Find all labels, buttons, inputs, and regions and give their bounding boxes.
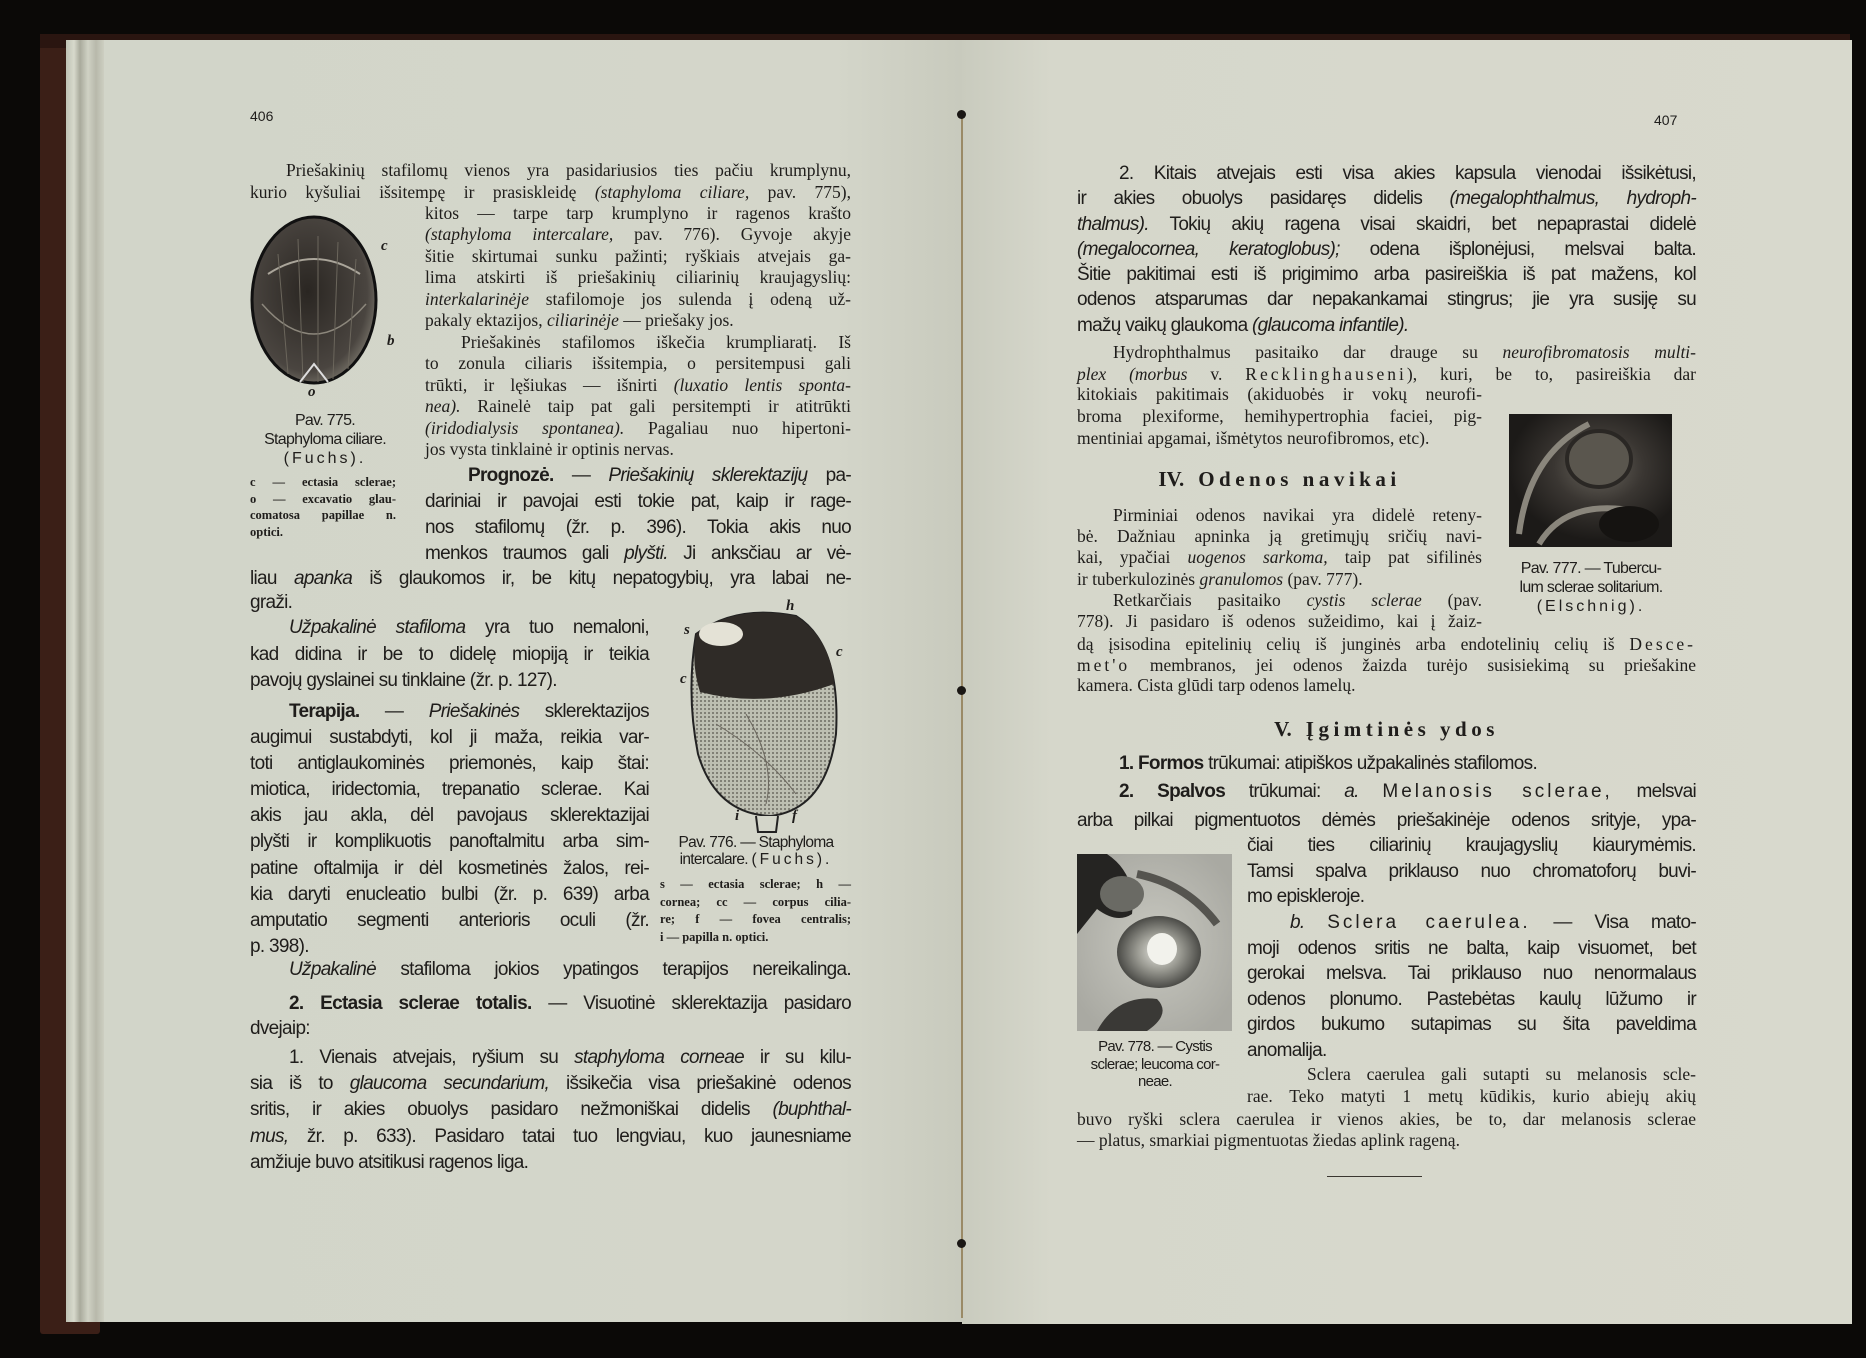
italic-text: uogenos sarkoma,	[1187, 547, 1328, 568]
text-line: kai, ypačiai uogenos sarkoma, taip pat sifilinės	[1077, 547, 1482, 568]
text-line: Pirminiai odenos navikai yra didelė reteny-	[1113, 505, 1482, 525]
text-line: Sclera caerulea gali sutapti su melanosis scle-	[1307, 1064, 1696, 1084]
text-line: liau apanka iš glaukomos ir, be kitų nepatogybių, yra labai ne-	[250, 568, 851, 589]
italic-text: granulomos	[1199, 568, 1284, 589]
paragraph-ectasia-totalis	[250, 991, 851, 1041]
paragraph-staphyloma-types	[250, 159, 851, 203]
text-line: Pav. 775.	[294, 412, 356, 429]
text-line: Retkarčiais pasitaiko cystis sclerae (pav.	[1113, 590, 1482, 610]
text-line: lum sclerae solitarium.	[1519, 579, 1663, 596]
binding-stitch	[957, 110, 966, 119]
text-line: kad didina ir be to didelę miopiją ir teikia	[250, 643, 649, 665]
text-line: Pav. 777. — Tubercu-	[1520, 560, 1662, 577]
italic-text: Užpakalinė	[289, 959, 376, 980]
text-line: 778). Ji pasidaro iš odenos sužeidimo, kai į žaiz-	[1077, 611, 1482, 631]
text-line: Prognozė. — Priešakinių sklerektazijų pa-	[468, 465, 851, 486]
paragraph-sclera-caerulea	[1247, 910, 1696, 1064]
text-line: to zonula ciliaris išsitempia, o persitempusi gali	[425, 353, 851, 374]
italic-text: (megalophthalmus, hydroph-	[1449, 188, 1696, 210]
text-line: dvejaip:	[250, 1018, 310, 1039]
text-line: met'o membranos, jei odenos žaizda turėjo susisiekimą su priešakine	[1077, 654, 1696, 675]
text-line: Terapija. — Priešakinės sklerektazijos	[289, 701, 649, 722]
page-number-right: 407	[1654, 112, 1678, 128]
text-line: re; f — fovea centralis;	[660, 912, 851, 926]
paragraph-posterior-therapy	[250, 957, 851, 983]
spaced-text: Recklinghauseni	[1245, 364, 1407, 384]
text-line	[246, 449, 404, 468]
figure-777-caption	[1504, 559, 1678, 616]
italic-text: (luxatio lentis sponta-	[673, 374, 851, 395]
text-line: pavojų gyslainei su tinklaine (žr. p. 127).	[250, 670, 557, 691]
section-heading-iv	[1077, 467, 1482, 492]
bold-text: 2. Ectasia sclerae totalis.	[289, 993, 532, 1014]
page-edges	[66, 40, 106, 1322]
figure-776-legend	[660, 876, 851, 946]
text-line: toti antiglaukominės priemonės, kaip štai:	[250, 753, 649, 775]
paragraph-prognosis	[425, 463, 851, 567]
italic-text: nea).	[425, 396, 461, 417]
text-line: mo episkleroje.	[1247, 886, 1365, 908]
text-line: dą įsisodina epitelinių celių iš junginės arba endotelinių celių iš Desce-	[1077, 634, 1696, 654]
text-line: p. 398).	[250, 935, 309, 957]
bold-text: 1. Formos	[1119, 753, 1204, 774]
text-line: buvo ryški sclera caerulea ir vienos akies, be to, dar melanosis sclerae	[1077, 1109, 1696, 1129]
italic-text: (staphyloma ciliare,	[594, 182, 750, 202]
paragraph-sclera-caerulea-note-cont	[1077, 1109, 1696, 1150]
text-line: dariniai ir pavojai esti tokie pat, kaip ir rage-	[425, 491, 851, 512]
spaced-text: met'o	[1077, 654, 1131, 675]
paragraph-cystis-sclerae-cont	[1077, 634, 1696, 696]
text-line: miotica, iridectomia, trepanatio sclerae. Kai	[250, 779, 649, 801]
text-line: s — ectasia sclerae; h —	[660, 877, 851, 891]
text-line: Užpakalinė stafiloma yra tuo nemaloni,	[289, 617, 649, 638]
text-line: interkalarinėje stafilomoje jos sulenda į odeną už-	[425, 288, 851, 309]
italic-text: mus,	[250, 1125, 289, 1147]
text-line: trūkti, ir lęšiukas — išnirti (luxatio lentis sponta-	[425, 374, 851, 395]
text-line: amputatio segmenti anterioris oculi (žr.	[250, 909, 649, 931]
section-number: IV.	[1158, 467, 1185, 491]
text-line: gerokai melsva. Tai priklauso nuo nenormalaus	[1247, 963, 1696, 985]
text-line: Hydrophthalmus pasitaiko dar drauge su neurofibromatosis multi-	[1113, 342, 1696, 362]
spaced-text: (Fuchs).	[751, 851, 833, 868]
figure-775-legend	[250, 474, 396, 540]
text-line: (staphyloma intercalare, pav. 776). Gyvoje akyje	[425, 224, 852, 245]
italic-text: Užpakalinė stafiloma	[289, 617, 466, 638]
text-line: neae.	[1137, 1073, 1173, 1090]
paragraph-cystis-sclerae	[1077, 590, 1482, 632]
paragraph-case-one	[250, 1045, 851, 1176]
binding-stitch	[957, 686, 966, 695]
text-line: Priešakinės stafilomos iškečia krumpliaratį. Iš	[461, 332, 851, 352]
spaced-text: Melanosis sclerae,	[1382, 781, 1613, 802]
text-line: graži.	[250, 592, 293, 613]
text-line: kamera. Cista glūdi tarp odenos lamelų.	[1077, 675, 1356, 695]
text-line: Staphyloma ciliare.	[264, 431, 386, 448]
text-line: ir akies obuolys pasidaręs didelis (megalophthalmus, hydroph-	[1077, 188, 1696, 210]
text-line	[1504, 597, 1678, 616]
text-line: anomalija.	[1247, 1039, 1327, 1061]
italic-text: staphyloma corneae	[574, 1047, 744, 1068]
text-line: odenos atsparumas dar nepakankamai stingrus; jie yra susiję su	[1077, 289, 1696, 311]
paragraph-color-defects	[1077, 777, 1696, 835]
italic-text: plyšti.	[624, 543, 668, 564]
text-line: 1. Formos trūkumai: atipiškos užpakalinės stafilomos.	[1119, 753, 1538, 774]
figure-776-staphyloma-intercalare	[676, 604, 854, 836]
text-line: i — papilla n. optici.	[660, 929, 769, 944]
italic-text: b.	[1290, 912, 1305, 933]
paragraph-hydrophthalmus-cont	[1077, 383, 1482, 449]
text-line: thalmus). Tokių akių ragena visai skaidri, bet nepaprastai didelė	[1077, 213, 1696, 235]
text-line: bė. Dažniau apninka ją gretimųjų sričių navi-	[1077, 526, 1482, 547]
text-line: 1. Vienais atvejais, ryšium su staphyloma corneae ir su kilu-	[289, 1047, 851, 1068]
italic-text: (megalocornea, keratoglobus);	[1077, 238, 1340, 260]
text-line: Tamsi spalva priklauso nuo chromatoforų buvi-	[1247, 860, 1696, 882]
paragraph-hydrophthalmus	[1077, 341, 1696, 385]
text-line: rae. Teko matyti 1 metų kūdikis, kurio abiejų akių	[1247, 1085, 1696, 1106]
text-line: Priešakinių stafilomų vienos yra pasidariusios ties pačiu krumplynu,	[286, 160, 851, 180]
text-line: plex (morbus v. Recklinghauseni), kuri, be to, pasireiškia dar	[1077, 364, 1697, 384]
section-heading-v	[1077, 717, 1696, 742]
figure-label-c-right: c	[836, 644, 843, 660]
section-number: V.	[1274, 717, 1292, 741]
text-line: kitos — tarpe tarp krumplyno ir ragenos krašto	[425, 203, 851, 223]
bold-text: Terapija.	[289, 701, 360, 722]
text-line: c — ectasia sclerae;	[250, 475, 396, 489]
text-line: sclerae; leucoma cor-	[1090, 1055, 1220, 1073]
figure-label-b: b	[387, 333, 395, 349]
text-line: sritis, ir akies obuolys pasidaro nežmoniškai didelis (buphthal-	[250, 1099, 851, 1121]
text-line: mus, žr. p. 633). Pasidaro tatai tuo lengviau, kuo jaunesniame	[250, 1125, 851, 1147]
text-line: intercalare. (Fuchs).	[679, 851, 833, 868]
text-line: 2. Kitais atvejais esti visa akies kapsula vienodai išsikėtusi,	[1119, 163, 1696, 184]
italic-text: (staphyloma intercalare,	[425, 224, 614, 245]
paragraph-staphyloma-types-cont	[425, 203, 851, 331]
paragraph-melanosis-cont	[1247, 833, 1696, 910]
text-line: augimui sustabdyti, kol ji maža, reikia var-	[250, 727, 649, 749]
text-line: akis jau akla, dėl pavojaus sklerektazijai	[250, 805, 649, 827]
text-line: mentiniai apgamai, išmėtytos neurofibromos, etc).	[1077, 428, 1430, 448]
binding-thread	[961, 118, 963, 1318]
text-line: comatosa papillae n.	[250, 508, 396, 522]
figure-778-cystis-sclerae	[1077, 854, 1232, 1031]
italic-text: glaucoma secundarium,	[349, 1073, 550, 1095]
paragraph-form-defects	[1077, 750, 1696, 777]
figure-775-caption	[246, 411, 404, 468]
italic-text: neurofibromatosis multi-	[1502, 342, 1696, 362]
text-line: kitokiais pakitimais (akiduobės ir vokų neurofi-	[1077, 384, 1482, 404]
paragraph-case-two	[1077, 161, 1696, 338]
figure-label-i: i	[735, 808, 740, 824]
text-line: Pav. 776. — Staphyloma	[678, 834, 834, 851]
italic-text: plex (morbus	[1077, 364, 1188, 384]
text-line: sia iš to glaucoma secundarium, išsikečia visa priešakinė odenos	[250, 1073, 851, 1095]
figure-label-h: h	[786, 598, 795, 614]
text-line: kurio kyšuliai išsitempę ir prasiskleidę (staphyloma ciliare, pav. 775),	[250, 182, 852, 202]
text-line: (megalocornea, keratoglobus); odena išplonėjusi, melsvai balta.	[1077, 238, 1696, 260]
text-line: lima atskirti iš priešakinių ciliarinių kraujagyslių:	[425, 267, 851, 288]
figure-label-s: s	[684, 622, 690, 638]
italic-text: (iridodialysis spontanea).	[425, 417, 625, 438]
figure-label-f: f	[792, 808, 797, 824]
italic-text: a.	[1344, 781, 1359, 802]
text-line: optici.	[250, 524, 283, 539]
text-line: nos stafilomų (žr. p. 396). Tokia akis nuo	[425, 517, 851, 538]
text-line: broma plexiforme, hemihypertrophia faciei, pig-	[1077, 406, 1482, 426]
italic-text: (buphthal-	[772, 1099, 851, 1121]
text-line: b. Sclera caerulea. — Visa mato-	[1290, 912, 1697, 933]
text-line: cornea; cc — corpus cilia-	[660, 894, 851, 909]
text-line: pakaly ektazijos, ciliarinėje — priešaky jos.	[425, 310, 734, 331]
bold-text: Prognozė.	[468, 465, 554, 486]
spaced-text: Sclera caerulea.	[1327, 912, 1531, 933]
section-end-rule	[1327, 1176, 1422, 1177]
italic-text: thalmus).	[1077, 213, 1149, 235]
text-line: girdos bukumo sutapimas su šita paveldima	[1247, 1014, 1696, 1036]
paragraph-anterior-staphyloma	[425, 332, 851, 460]
text-line: 2. Spalvos trūkumai: a. Melanosis sclerae, melsvai	[1119, 781, 1696, 802]
paragraph-posterior-staphyloma	[250, 615, 649, 695]
text-line: (iridodialysis spontanea). Pagaliau nuo hipertoni-	[425, 417, 851, 438]
section-title: Įgimtinės ydos	[1305, 717, 1499, 741]
italic-text: interkalarinėje	[425, 288, 530, 309]
italic-text: ciliarinėje	[546, 310, 619, 331]
text-line: Šitie pakitimai esti iš prigimimo arba pasireiškia iš pat mažens, kol	[1077, 264, 1696, 286]
italic-text: Priešakinės	[428, 701, 520, 722]
spaced-text: (Elschnig).	[1536, 598, 1646, 615]
text-line: 2. Ectasia sclerae totalis. — Visuotinė sklerektazija pasidaro	[289, 993, 851, 1014]
figure-777-tuberculum	[1509, 414, 1672, 547]
text-line: Pav. 778. — Cystis	[1098, 1038, 1212, 1055]
paragraph-sclera-caerulea-note	[1247, 1064, 1696, 1107]
text-line: kia daryti enucleatio bulbi (žr. p. 639) arba	[250, 883, 649, 905]
text-line: amžiuje buvo atsitikusi ragenos liga.	[250, 1151, 529, 1173]
paragraph-primary-tumors	[1077, 505, 1482, 590]
italic-text: cystis sclerae	[1306, 590, 1422, 610]
page-number-left: 406	[250, 108, 274, 124]
spaced-text: (Fuchs).	[283, 450, 367, 467]
text-line: patine oftalmija ir dėl kosmetinės žalos, rei-	[250, 857, 649, 879]
text-line: Užpakalinė stafiloma jokios ypatingos terapijos nereikalinga.	[289, 959, 851, 980]
spaced-text: Desce-	[1629, 634, 1696, 654]
text-line: odenos plonumo. Pastebėtas kaulų lūžumo ir	[1247, 988, 1696, 1010]
figure-776-caption	[660, 834, 852, 868]
text-line: čiai ties ciliarinių kraujagyslių kiaurymėmis.	[1247, 835, 1696, 856]
text-line: jos vysta tinklainė ir optinis nervas.	[425, 439, 674, 460]
figure-778-caption	[1075, 1038, 1235, 1091]
bold-text: 2. Spalvos	[1119, 781, 1226, 802]
text-line: nea). Rainelė taip pat gali persitempti ir atitrūkti	[425, 396, 851, 417]
text-line: šitie skirtumai sunku pažinti; ryškiais atvejais ga-	[425, 245, 851, 266]
italic-text: apanka	[294, 568, 353, 589]
figure-label-o: o	[308, 384, 316, 400]
text-line: plyšti ir komplikuotis panoftalmitu arba sim-	[250, 831, 649, 853]
binding-stitch	[957, 1239, 966, 1248]
text-line: arba pilkai pigmentuotos dėmės priešakinėje odenos srityje, ypa-	[1077, 810, 1696, 831]
italic-text: Priešakinių sklerektazijų	[608, 465, 808, 486]
paragraph-therapy	[250, 699, 649, 960]
text-line: ir tuberkulozinės granulomos (pav. 777).	[1077, 568, 1363, 589]
text-line: — platus, smarkiai pigmentuotas žiedas aplink rageną.	[1077, 1129, 1460, 1150]
italic-text: (glaucoma infantile).	[1252, 314, 1409, 336]
figure-label-c-left: c	[680, 671, 687, 687]
text-line: o — excavatio glau-	[250, 491, 396, 506]
figure-775-staphyloma-ciliare	[248, 214, 388, 389]
section-title: Odenos navikai	[1198, 467, 1401, 491]
text-line: moji odenos sritis ne balta, kaip visuomet, bet	[1247, 937, 1696, 959]
text-line: mažų vaikų glaukoma (glaucoma infantile).	[1077, 314, 1409, 336]
figure-label-c: c	[381, 238, 388, 254]
text-line: menkos traumos gali plyšti. Ji anksčiau ar vė-	[425, 543, 851, 564]
